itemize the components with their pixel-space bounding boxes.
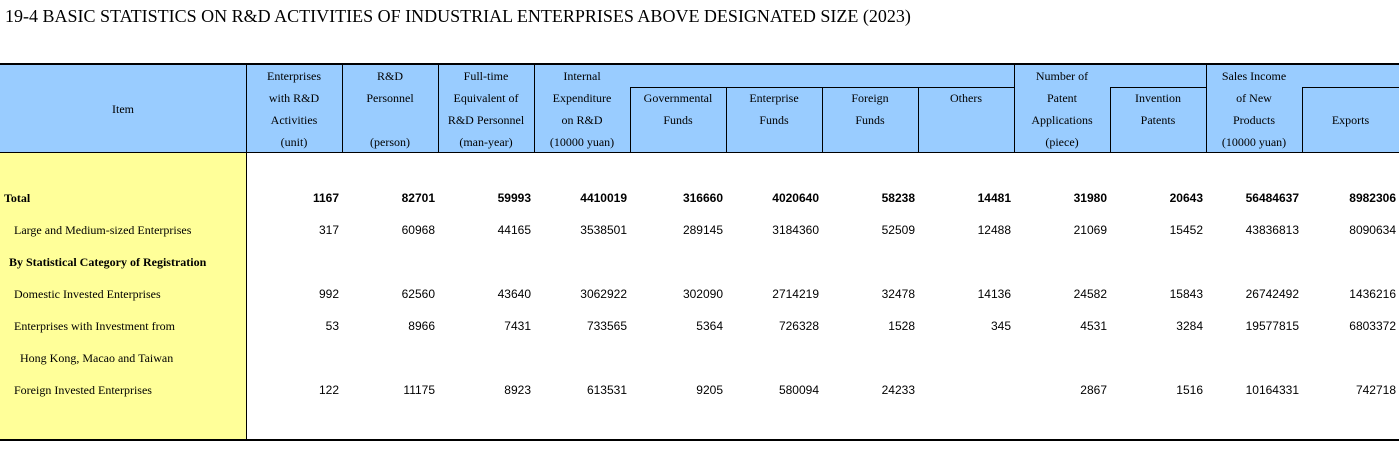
row-label: Total — [4, 191, 31, 205]
table-cell: 6803372 — [1349, 319, 1396, 333]
table-cell: 4410019 — [580, 191, 627, 205]
table-cell: 580094 — [778, 383, 819, 397]
table-bottom-rule — [0, 439, 1399, 441]
header-cell: (unit) — [280, 135, 308, 149]
table-cell: 21069 — [1073, 223, 1107, 237]
header-cell: Expenditure — [552, 91, 612, 105]
table-cell: 345 — [990, 319, 1011, 333]
table-cell: 726328 — [778, 319, 819, 333]
table-cell: 316660 — [682, 191, 723, 205]
table-cell: 62560 — [401, 287, 435, 301]
table-cell: 3284 — [1176, 319, 1203, 333]
header-cell: Personnel — [366, 91, 414, 105]
table-cell: 8090634 — [1349, 223, 1396, 237]
header-cell: R&D — [376, 69, 403, 83]
table-cell: 2867 — [1080, 383, 1107, 397]
header-cell: Funds — [855, 113, 885, 127]
table-cell: 60968 — [401, 223, 435, 237]
header-cell: Internal — [563, 69, 601, 83]
table-cell: 14481 — [977, 191, 1011, 205]
table-cell: 8982306 — [1349, 191, 1396, 205]
row-label: Domestic Invested Enterprises — [14, 287, 161, 301]
table-cell: 31980 — [1073, 191, 1107, 205]
table-cell: 52509 — [881, 223, 915, 237]
header-cell: Invention — [1135, 91, 1181, 105]
header-cell: Enterprises — [267, 69, 321, 83]
table-cell: 122 — [318, 383, 339, 397]
header-cell: Activities — [270, 113, 318, 127]
header-cell: Funds — [759, 113, 789, 127]
page-title: 19-4 BASIC STATISTICS ON R&D ACTIVITIES OF INDUSTRIAL ENTERPRISES ABOVE DESIGNATED SIZE (2023) — [5, 6, 911, 26]
header-cell: (man-year) — [459, 135, 513, 149]
table-cell: 14136 — [977, 287, 1011, 301]
table-cell: 317 — [318, 223, 339, 237]
table-cell: 26742492 — [1245, 287, 1299, 301]
table-cell: 53 — [325, 319, 339, 333]
table-cell: 5364 — [696, 319, 723, 333]
table-cell: 4531 — [1080, 319, 1107, 333]
table-cell: 24582 — [1073, 287, 1107, 301]
table-cell: 742718 — [1355, 383, 1396, 397]
header-cell: (10000 yuan) — [1221, 135, 1287, 149]
table-cell: 992 — [318, 287, 339, 301]
header-cell: Equivalent of — [453, 91, 519, 105]
table-cell: 15452 — [1169, 223, 1203, 237]
table-cell: 8966 — [408, 319, 435, 333]
table-cell: 3184360 — [772, 223, 819, 237]
table-cell: 44165 — [497, 223, 531, 237]
header-cell: Patents — [1140, 113, 1176, 127]
table-cell: 4020640 — [772, 191, 819, 205]
header-cell: Full-time — [463, 69, 509, 83]
table-cell: 1167 — [312, 191, 339, 205]
table-cell: 10164331 — [1245, 383, 1299, 397]
row-label: Large and Medium-sized Enterprises — [14, 223, 192, 237]
header-cell: Governmental — [643, 91, 713, 105]
table-cell: 302090 — [682, 287, 723, 301]
header-cell: Enterprise — [749, 91, 799, 105]
header-cell: Patent — [1047, 91, 1077, 105]
table-cell: 3538501 — [580, 223, 627, 237]
header-item: Item — [112, 102, 134, 116]
table-cell: 59993 — [497, 191, 531, 205]
table-cell: 82701 — [401, 191, 435, 205]
table-cell: 1436216 — [1349, 287, 1396, 301]
table-cell: 613531 — [586, 383, 627, 397]
header-cell: Products — [1233, 113, 1275, 127]
header-cell: (10000 yuan) — [549, 135, 615, 149]
table-cell: 1528 — [888, 319, 915, 333]
header-cell: Foreign — [851, 91, 889, 105]
table-cell: 9205 — [696, 383, 723, 397]
subheader-rule — [1302, 87, 1399, 88]
table-cell: 7431 — [504, 319, 531, 333]
table-cell: 58238 — [881, 191, 915, 205]
row-label: Foreign Invested Enterprises — [14, 383, 152, 397]
header-cell: (piece) — [1045, 135, 1079, 149]
header-cell: of New — [1236, 91, 1272, 105]
header-cell: Number of — [1035, 69, 1089, 83]
header-cell: Exports — [1331, 113, 1370, 127]
header-cell: on R&D — [561, 113, 603, 127]
table-cell: 15843 — [1169, 287, 1203, 301]
header-cell: (person) — [370, 135, 410, 149]
table-cell: 2714219 — [772, 287, 819, 301]
table-cell: 43836813 — [1245, 223, 1299, 237]
table-cell: 20643 — [1169, 191, 1203, 205]
header-rule — [0, 152, 1399, 153]
table-cell: 19577815 — [1245, 319, 1299, 333]
header-cell: with R&D — [268, 91, 320, 105]
table-cell: 43640 — [497, 287, 531, 301]
row-label: Enterprises with Investment from — [14, 319, 175, 333]
row-label: By Statistical Category of Registration — [9, 255, 207, 269]
table-cell: 56484637 — [1245, 191, 1299, 205]
row-label: Hong Kong, Macao and Taiwan — [20, 351, 174, 365]
header-cell: Sales Income — [1221, 69, 1287, 83]
table-cell: 289145 — [682, 223, 723, 237]
header-cell: R&D Personnel — [447, 113, 525, 127]
table-cell: 733565 — [586, 319, 627, 333]
header-cell: Applications — [1031, 113, 1093, 127]
header-cell: Others — [950, 91, 982, 105]
table-cell: 11175 — [403, 383, 435, 397]
header-cell: Funds — [663, 113, 693, 127]
table-top-rule — [0, 63, 1399, 65]
table-cell: 8923 — [504, 383, 531, 397]
table-cell: 32478 — [881, 287, 915, 301]
table-cell: 24233 — [881, 383, 915, 397]
table-cell: 1516 — [1176, 383, 1203, 397]
table-cell: 12488 — [977, 223, 1011, 237]
table-cell: 3062922 — [580, 287, 627, 301]
